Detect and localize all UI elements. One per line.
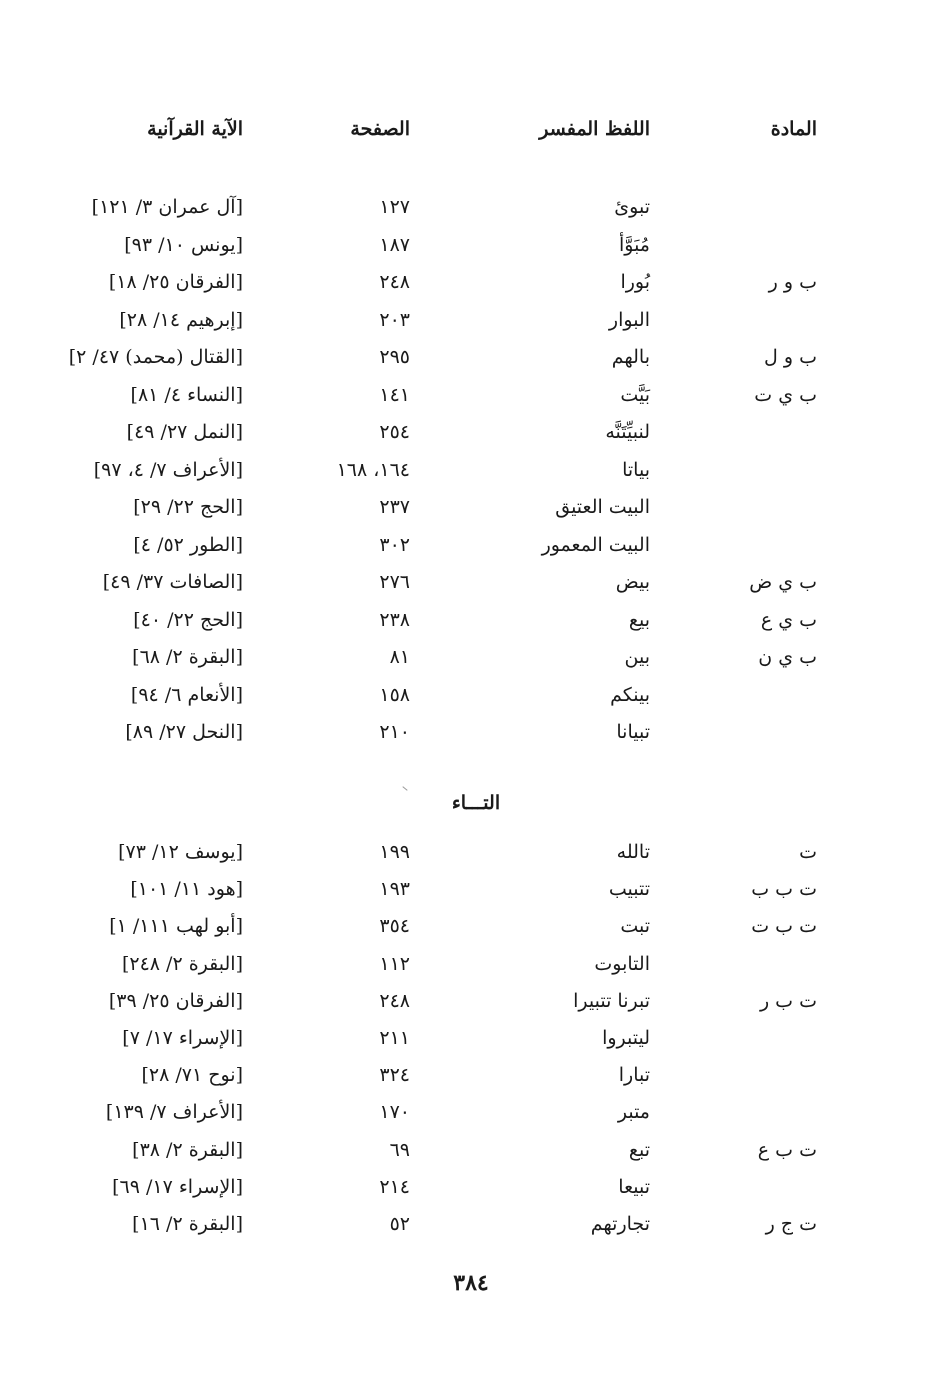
speck-mark [402, 786, 407, 791]
material-cell: ب ي ض [749, 571, 817, 593]
material-cell: ب ي ع [760, 608, 817, 631]
table-row [0, 1213, 942, 1250]
material-cell: ت ب ب [751, 878, 817, 901]
verse-cell: [البقرة ٢/ ٣٨] [132, 1138, 243, 1161]
page-number: ٣٨٤ [453, 1270, 489, 1296]
page-cell: ١٩٩ [379, 841, 410, 863]
header-word: اللفظ المفسر [539, 118, 650, 140]
page-cell: ٢١٠ [379, 721, 410, 743]
verse-cell: [يوسف ١٢/ ٧٣] [118, 841, 243, 863]
table-row [0, 534, 942, 571]
header-verse: الآية القرآنية [147, 118, 243, 140]
table-row [0, 421, 942, 458]
word-cell: تالله [616, 841, 650, 863]
word-cell: مُبَوَّأ [618, 233, 650, 256]
verse-cell: [هود ١١/ ١٠١] [130, 878, 243, 901]
header-page: الصفحة [350, 118, 410, 140]
verse-cell: [إبرهيم ١٤/ ٢٨] [119, 308, 243, 331]
page-cell: ١٥٨ [379, 683, 410, 706]
table-row [0, 1101, 942, 1138]
verse-cell: [البقرة ٢/ ١٦] [132, 1213, 243, 1235]
page-cell: ١٩٣ [379, 878, 410, 901]
material-cell: ب و ل [764, 346, 817, 368]
page-cell: ٢٣٨ [379, 608, 410, 631]
page-cell: ١٢٧ [379, 196, 410, 218]
verse-cell: [الإسراء ١٧/ ٦٩] [112, 1175, 243, 1198]
word-cell: البوار [608, 308, 650, 331]
page-cell: ١٧٠ [379, 1101, 410, 1124]
page-cell: ١٨٧ [379, 233, 410, 256]
page-cell: ٢٧٦ [379, 571, 410, 593]
word-cell: بيع [628, 608, 650, 631]
table-row [0, 496, 942, 533]
table-row [0, 1064, 942, 1101]
material-cell: ت [799, 841, 817, 863]
page-cell: ٢٠٣ [379, 308, 410, 331]
word-cell: بُورا [620, 271, 650, 293]
page-cell: ٣٥٤ [379, 915, 410, 938]
word-cell: البيت المعمور [541, 533, 650, 556]
page-cell: ٨١ [389, 646, 410, 668]
table-row [0, 459, 942, 496]
word-cell: البيت العتيق [555, 496, 650, 518]
verse-cell: [الصافات ٣٧/ ٤٩] [102, 571, 243, 593]
page-cell: ٣٢٤ [379, 1064, 410, 1087]
verse-cell: [النساء ٤/ ٨١] [130, 383, 243, 406]
table-row [0, 571, 942, 608]
verse-cell: [القتال (محمد) ٤٧/ ٢] [68, 346, 243, 368]
table-row [0, 1139, 942, 1176]
word-cell: ليتبروا [602, 1027, 650, 1049]
material-cell: ب ي ن [758, 646, 817, 668]
word-cell: بينكم [610, 683, 650, 706]
table-row [0, 271, 942, 308]
word-cell: تبوئ [614, 196, 650, 218]
word-cell: بالهم [611, 346, 650, 368]
word-cell: بين [624, 646, 650, 668]
material-cell: ت ب ع [757, 1138, 817, 1161]
table-row [0, 1176, 942, 1213]
verse-cell: [النمل ٢٧/ ٤٩] [126, 421, 243, 443]
page-cell: ١٤١ [379, 383, 410, 406]
table-row [0, 309, 942, 346]
table-row [0, 609, 942, 646]
page-cell: ٢٤٨ [379, 271, 410, 293]
verse-cell: [يونس ١٠/ ٩٣] [124, 233, 243, 256]
table-row [0, 234, 942, 271]
verse-cell: [البقرة ٢/ ٢٤٨] [121, 952, 243, 975]
word-cell: بياتا [622, 458, 650, 481]
verse-cell: [الفرقان ٢٥/ ١٨] [108, 271, 243, 293]
page-cell: ٥٢ [389, 1213, 410, 1235]
material-cell: ت ب ر [759, 989, 817, 1012]
page-cell: ٢١٤ [379, 1175, 410, 1198]
verse-cell: [أبو لهب ١١١/ ١] [109, 915, 243, 938]
table-row [0, 684, 942, 721]
page-cell: ١٦٤، ١٦٨ [336, 458, 410, 481]
header-material: المادة [770, 118, 817, 140]
verse-cell: [الأعراف ٧/ ٤، ٩٧] [93, 458, 243, 481]
table-row [0, 646, 942, 683]
material-cell: ب و ر [768, 271, 817, 293]
material-cell: ت ب ت [751, 915, 817, 938]
word-cell: متبر [617, 1101, 650, 1124]
verse-cell: [الحج ٢٢/ ٤٠] [133, 608, 243, 631]
word-cell: تبت [620, 915, 650, 938]
table-row [0, 721, 942, 758]
verse-cell: [نوح ٧١/ ٢٨] [141, 1064, 243, 1087]
word-cell: لنبيِّتَنَّه [605, 421, 650, 443]
page-cell: ٢٥٤ [379, 421, 410, 443]
word-cell: بيض [615, 571, 650, 593]
verse-cell: [الإسراء ١٧/ ٧] [122, 1027, 243, 1049]
verse-cell: [البقرة ٢/ ٦٨] [132, 646, 243, 668]
word-cell: تبيعا [618, 1175, 650, 1198]
table-row [0, 953, 942, 990]
word-cell: تبارا [618, 1064, 650, 1087]
verse-cell: [الفرقان ٢٥/ ٣٩] [108, 989, 243, 1012]
verse-cell: [النحل ٢٧/ ٨٩] [125, 721, 243, 743]
page-cell: ٢٤٨ [379, 989, 410, 1012]
verse-cell: [الحج ٢٢/ ٢٩] [133, 496, 243, 518]
section-title: التـــاء [451, 792, 501, 814]
word-cell: تتبيب [608, 878, 650, 901]
table-row [0, 915, 942, 952]
table-row [0, 841, 942, 878]
word-cell: تجارتهم [590, 1213, 650, 1235]
page-cell: ١١٢ [379, 952, 410, 975]
word-cell: التابوت [594, 952, 650, 975]
page-cell: ٢٣٧ [379, 496, 410, 518]
page-cell: ٢٩٥ [379, 346, 410, 368]
table-row [0, 346, 942, 383]
word-cell: تبرنا تتبيرا [573, 989, 650, 1012]
page-cell: ٢١١ [379, 1027, 410, 1049]
verse-cell: [الأنعام ٦/ ٩٤] [130, 683, 243, 706]
table-row [0, 196, 942, 233]
verse-cell: [آل عمران ٣/ ١٢١] [91, 196, 243, 218]
verse-cell: [الطور ٥٢/ ٤] [133, 533, 243, 556]
table-row [0, 878, 942, 915]
page-cell: ٣٠٢ [379, 533, 410, 556]
table-row [0, 990, 942, 1027]
table-row [0, 1027, 942, 1064]
table-row [0, 384, 942, 421]
verse-cell: [الأعراف ٧/ ١٣٩] [105, 1101, 243, 1124]
material-cell: ت ج ر [765, 1213, 817, 1235]
page-cell: ٦٩ [389, 1138, 410, 1161]
word-cell: تبيانا [616, 721, 650, 743]
material-cell: ب ي ت [754, 383, 817, 406]
word-cell: بَيَّت [620, 383, 650, 406]
word-cell: تبع [628, 1138, 650, 1161]
